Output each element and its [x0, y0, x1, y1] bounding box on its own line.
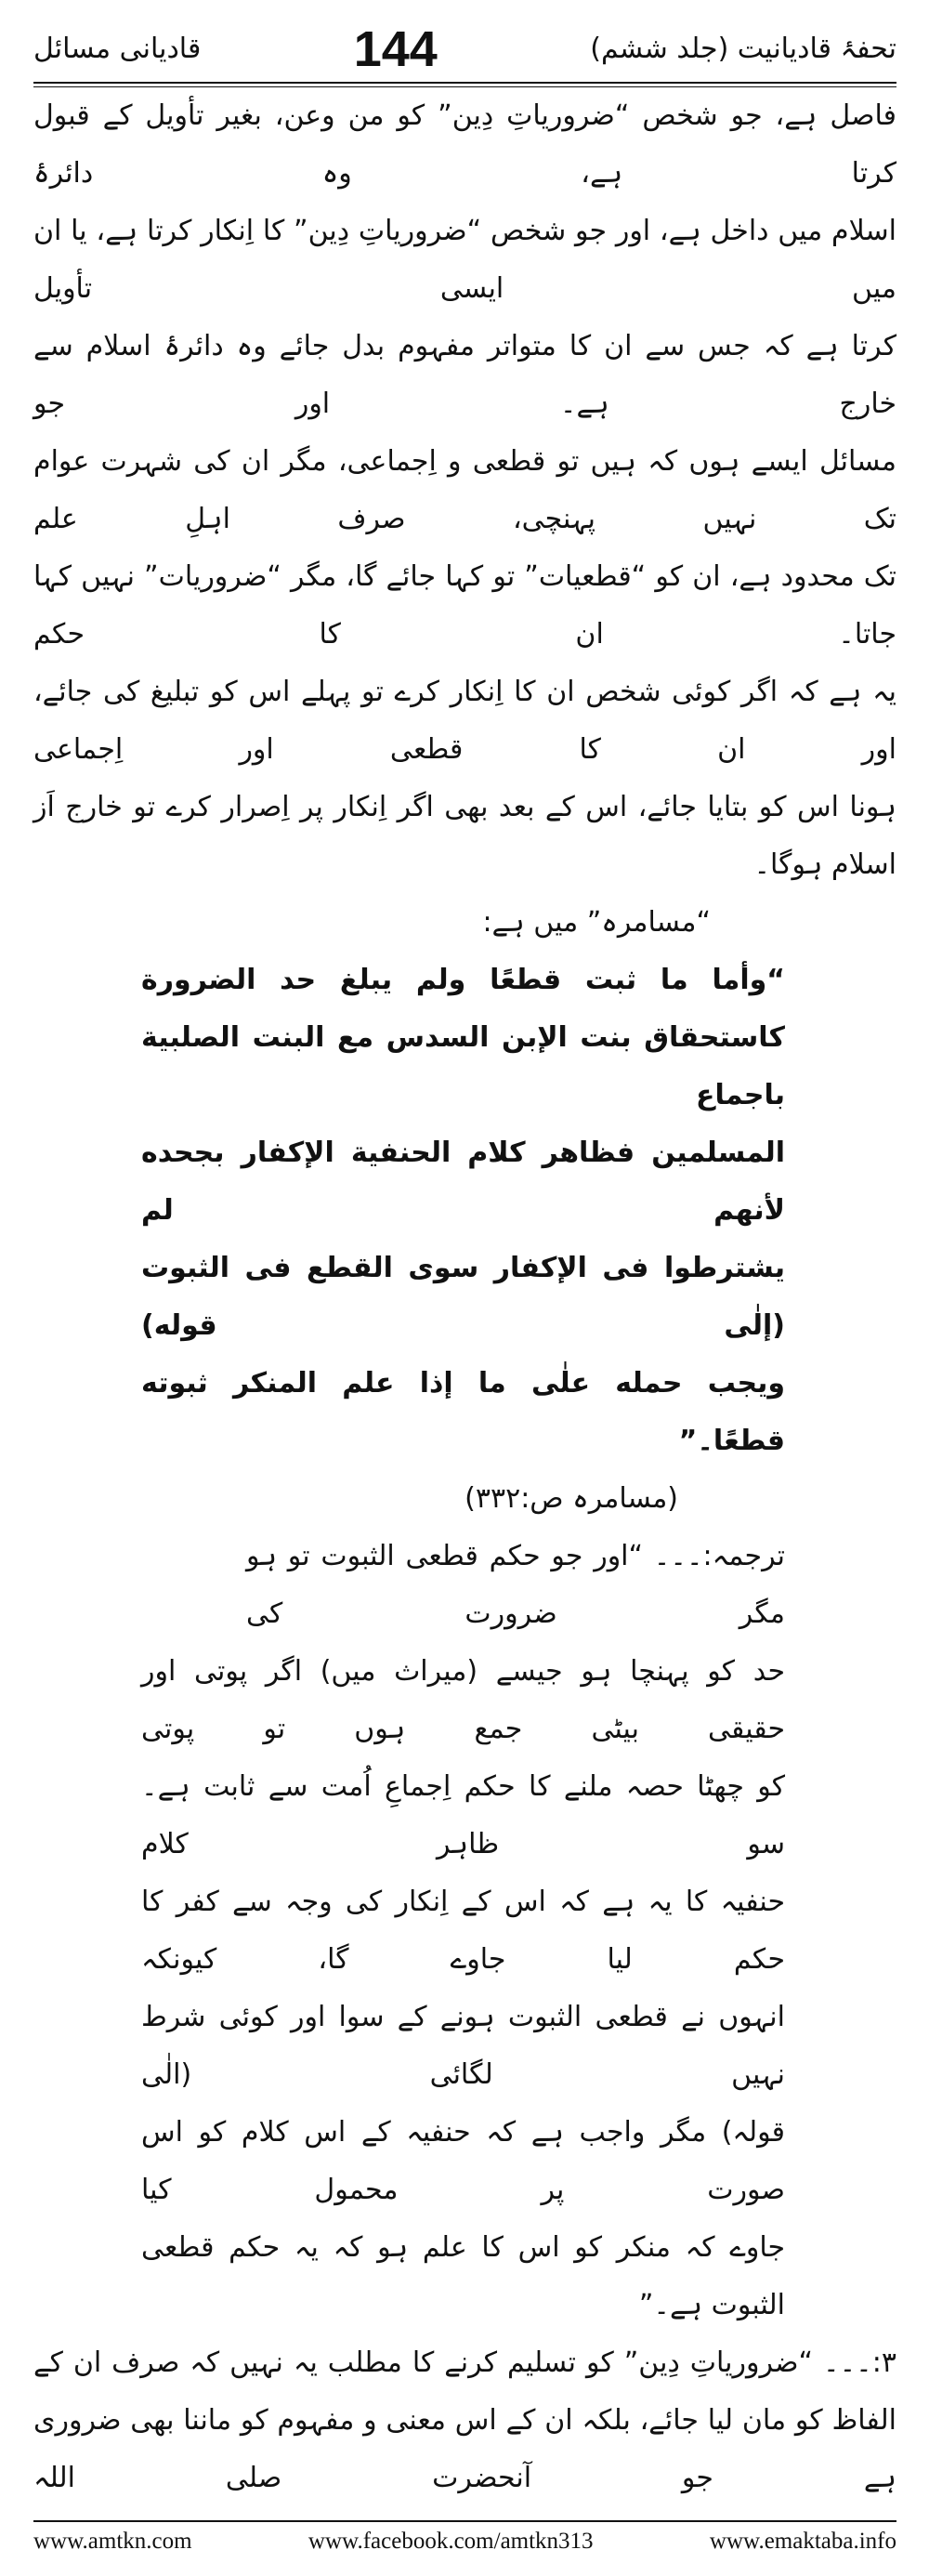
footer-rule [33, 2520, 896, 2522]
text-line: یہ ہے کہ اگر کوئی شخص ان کا اِنکار کرے تو پہلے اس کو تبلیغ کی جائے، اور ان کا قطعی اور اِجماعی [33, 676, 896, 766]
arabic-line: “وأما ما ثبت قطعًا ولم یبلغ حد الضرورة [141, 964, 785, 996]
footer-link-emaktaba[interactable]: www.emaktaba.info [709, 2529, 896, 2554]
translation-line: حنفیہ کا یہ ہے کہ اس کے اِنکار کی وجہ سے کفر کا حکم لیا جاوے گا، کیونکہ [141, 1886, 785, 1976]
translation-line: کو چھٹا حصہ ملنے کا حکم اِجماعِ اُمت سے ثابت ہے۔ سو ظاہر کلام [141, 1770, 785, 1860]
page-number: 144 [353, 21, 438, 77]
arabic-line: یشترطوا فی الإکفار سوی القطع فی الثبوت (إلٰی قوله) [141, 1252, 785, 1342]
chapter-title: قادیانی مسائل [33, 33, 202, 65]
text-line: ہونا اس کو بتایا جائے، اس کے بعد بھی اگر اِنکار پر اِصرار کرے تو خارج اَز اسلام ہوگا۔ [33, 791, 896, 881]
translation-line: حد کو پہنچا ہو جیسے (میراث میں) اگر پوتی اور حقیقی بیٹی جمع ہوں تو پوتی [141, 1655, 785, 1745]
header-rule [33, 82, 896, 84]
quote-intro: “مسامرہ” میں ہے: [482, 906, 711, 939]
footer-link-amtkn[interactable]: www.amtkn.com [33, 2529, 192, 2554]
paragraph-1 [33, 87, 896, 894]
page-footer [33, 2526, 896, 2557]
translation [141, 1528, 785, 2334]
arabic-line: کاستحقاق بنت الإبن السدس مع البنت الصلبیة باجماع [141, 1021, 785, 1111]
text-line: الفاظ کو مان لیا جائے، بلکہ ان کے اس معنی و مفہوم کو ماننا بھی ضروری ہے جو آنحضرت صلی اللہ [33, 2404, 896, 2494]
book-title: تحفۂ قادیانیت (جلد ششم) [590, 33, 896, 65]
translation-line: ترجمہ:۔۔۔ “اور جو حکم قطعی الثبوت تو ہو مگر ضرورت کی [246, 1540, 785, 1630]
quote-intro-block [33, 894, 711, 952]
page-header [33, 17, 896, 82]
arabic-line: المسلمین فظاهر کلام الحنفیة الإکفار بجحده لأنهم لم [141, 1137, 785, 1227]
citation-block [33, 1470, 678, 1528]
arabic-line: ویجب حمله علٰی ما إذا علم المنکر ثبوته قطعًا۔” [141, 1367, 785, 1457]
arabic-quote [141, 952, 785, 1470]
paragraph-3 [33, 2334, 896, 2507]
text-line: ۳:۔۔۔ “ضروریاتِ دِین” کو تسلیم کرنے کا مطلب یہ نہیں کہ صرف ان کے [33, 2346, 896, 2379]
translation-line: جاوے کہ منکر کو اس کا علم ہو کہ یہ حکم قطعی الثبوت ہے۔” [141, 2231, 785, 2321]
translation-line: قولہ) مگر واجب ہے کہ حنفیہ کے اس کلام کو اس صورت پر محمول کیا [141, 2116, 785, 2206]
text-line: اسلام میں داخل ہے، اور جو شخص “ضروریاتِ دِین” کا اِنکار کرتا ہے، یا ان میں ایسی تأویل [33, 215, 896, 305]
text-line: مسائل ایسے ہوں کہ ہیں تو قطعی و اِجماعی، مگر ان کی شہرت عوام تک نہیں پہنچی، صرف اہلِ علم [33, 445, 896, 535]
text-line: تک محدود ہے، ان کو “قطعیات” تو کہا جائے گا، مگر “ضروریات” نہیں کہا جاتا۔ ان کا حکم [33, 560, 896, 651]
footer-link-facebook[interactable]: www.facebook.com/amtkn313 [307, 2529, 594, 2554]
translation-line: انہوں نے قطعی الثبوت ہونے کے سوا اور کوئی شرط نہیں لگائی (الٰی [141, 2001, 785, 2091]
text-line: کرتا ہے کہ جس سے ان کا متواتر مفہوم بدل جائے وہ دائرۂ اسلام سے خارج ہے۔ اور جو [33, 330, 896, 420]
text-line: فاصل ہے، جو شخص “ضروریاتِ دِین” کو من وعن، بغیر تأویل کے قبول کرتا ہے، وہ دائرۂ [33, 99, 896, 190]
citation: (مسامرہ ص:۳۳۲) [464, 1482, 678, 1515]
